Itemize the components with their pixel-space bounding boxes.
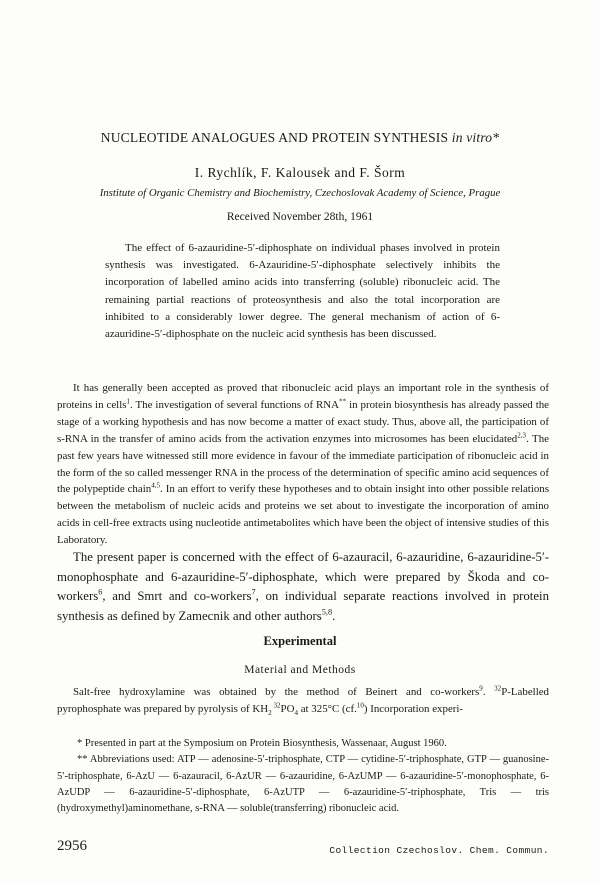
present-paper-paragraph — [57, 548, 549, 626]
citation-ref: 6 — [98, 587, 103, 597]
intro-text: . In an effort to verify these hypotheses and to obtain insight into other possible relations between the metabolism of nucleic acids and proteins we set about to investigate the incorporation of amino acids in cell-free extracts using nucleotide antimetabolites which have been the object of intensive studies of this Laboratory. — [57, 483, 549, 547]
present-text: , and Smrt and co-workers — [102, 589, 252, 603]
footnote-ref: ** — [339, 397, 347, 406]
institute: Institute of Organic Chemistry and Biochemistry, Czechoslovak Academy of Science, Prague — [99, 187, 501, 199]
section-heading: Experimental — [263, 634, 337, 648]
footnote-1: * Presented in part at the Symposium on Protein Biosynthesis, Wassenaar, August 1960. — [77, 738, 447, 749]
citation-ref: 1 — [126, 397, 131, 406]
received-date: Received November 28th, 1961 — [226, 211, 374, 223]
subscript: 2 — [268, 709, 272, 718]
authors: I. Rychlík, F. Kalousek and F. Šorm — [194, 165, 406, 180]
methods-text: Salt-free hydroxylamine was obtained by the method of Beinert and co-workers — [73, 686, 480, 698]
methods-paragraph — [57, 684, 549, 718]
intro-paragraph — [57, 380, 549, 549]
title-main: NUCLEOTIDE ANALOGUES AND PROTEIN SYNTHESIS — [100, 130, 452, 145]
present-text: , on individual separate reactions involved in protein synthesis as defined by Zamecnik and other authors — [57, 589, 550, 623]
citation-ref: 5,8 — [321, 607, 333, 617]
paper-title — [0, 130, 600, 146]
intro-text: . The past few years have witnessed still more evidence in favour of the immediate participation of ribonucleic acid in the form of the so called messenger RNA in the process of the determination of specific amino acid sequences of the polypeptide chain — [57, 432, 549, 496]
abstract: The effect of 6-azauridine-5′-diphosphate on individual phases involved in protein synthesis was investigated. 6-Azauridine-5′-diphosphate selectively inhibits the incorporation of labelled amino acids into transferring (soluble) ribonucleic acid. The remaining partial reactions of proteosynthesis and also the total incorporation are inhibited to a considerably lower degree. The general mechanism of action of 6-azauridine-5′-diphosphate on the nucleic acid synthesis has been discussed. — [105, 242, 500, 341]
footnotes — [57, 736, 549, 817]
methods-text: PO — [280, 703, 295, 715]
methods-text: ) Incorporation experi- — [363, 703, 464, 715]
subscript: 4 — [294, 709, 298, 718]
present-text: The present paper is concerned with the effect of 6-azauracil, 6-azauridine, 6-azauridine-5′-monophosphate and 6-azauridine-5′-diphosphate, which were prepared by Škoda and co-workers — [57, 550, 549, 603]
citation-ref: 7 — [251, 587, 256, 597]
journal-name: Collection Czechoslov. Chem. Commun. — [329, 845, 549, 856]
methods-text: . — [482, 686, 495, 698]
intro-text: It has generally been accepted as proved that ribonucleic acid plays an important role in the synthesis of proteins in cells — [57, 382, 549, 411]
subsection-heading: Material and Methods — [244, 664, 356, 676]
intro-text: . The investigation of several functions of RNA — [130, 398, 340, 411]
isotope-mark: 32 — [271, 701, 281, 710]
citation-ref: 10 — [356, 701, 364, 710]
page-number: 2956 — [57, 838, 87, 854]
citation-ref: 9 — [479, 684, 483, 693]
footnote-2: ** Abbreviations used: ATP — adenosine-5′-triphosphate, CTP — cytidine-5′-triphosphate, GTP — guanosine-5′-triphosphate, 6-AzU — 6-azauracil, 6-AzUR — 6-azauridine, 6-AzUMP — 6-azauridine-5′-monophosphate, 6-AzUDP — 6-azauridine-5′-diphosphate, 6-AzUTP — 6-azauridine-5′-triphosphate, Tris — tris (hydroxymethyl)aminomethane, s-RNA — soluble(transferring) ribonucleic acid. — [57, 754, 549, 815]
title-italic: in vitro — [451, 130, 493, 145]
isotope-mark: 32 — [494, 684, 502, 693]
methods-text: at 325°C (cf. — [298, 703, 357, 715]
intro-text: in protein biosynthesis has already passed the stage of a working hypothesis and has now become a matter of exact study. Thus, above all, the participation of s-RNA in the transfer of amino acids from the activation enzymes into microsomes has been elucidated — [57, 398, 549, 445]
present-text: . — [332, 608, 336, 623]
citation-ref: 2,3 — [517, 431, 527, 440]
title-footnote-mark: * — [492, 130, 500, 145]
methods-text: P-Labelled pyrophosphate was prepared by pyrolysis of KH — [57, 686, 549, 715]
citation-ref: 4,5 — [151, 481, 161, 490]
